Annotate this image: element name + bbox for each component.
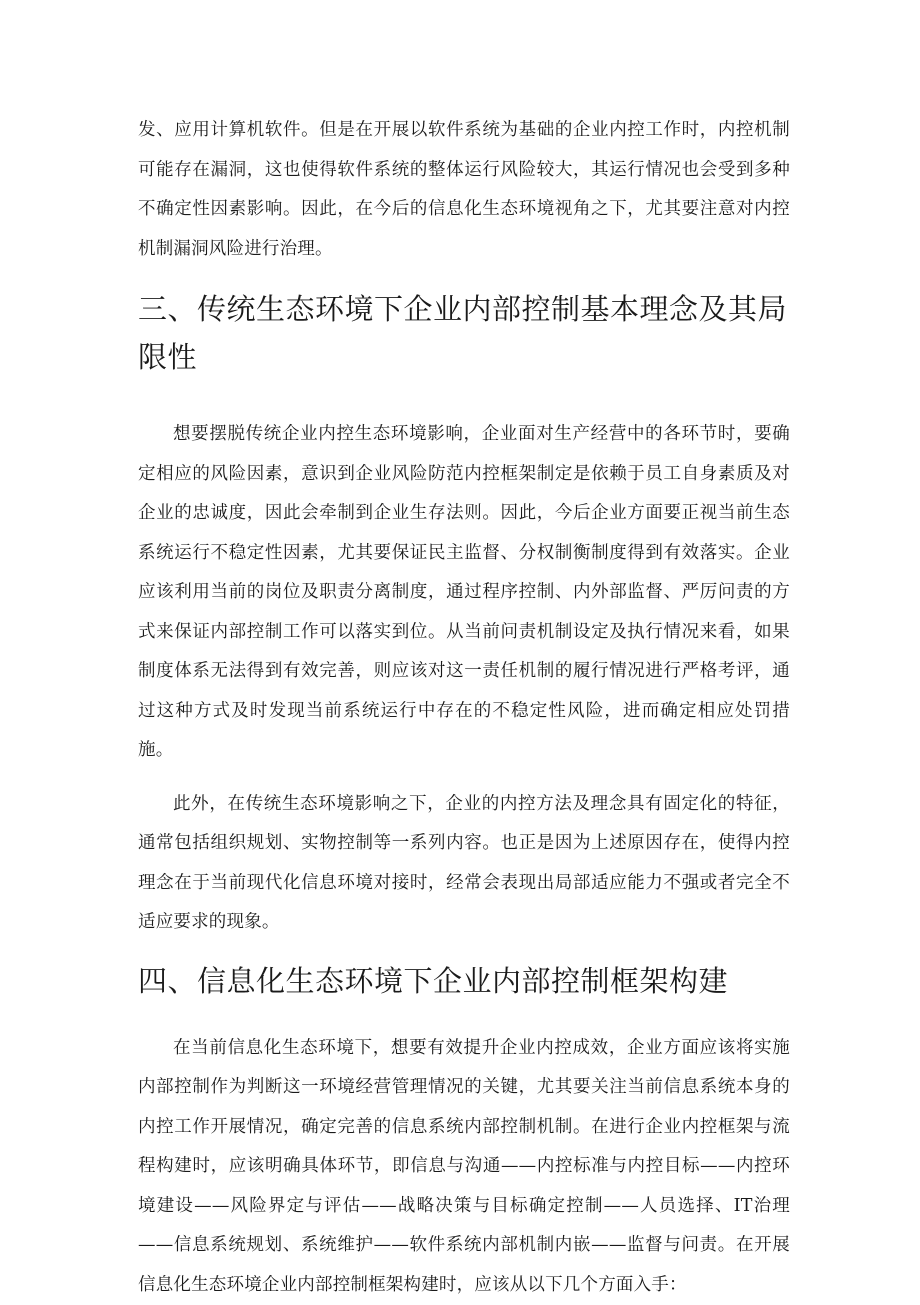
paragraph-section3-1: 想要摆脱传统企业内控生态环境影响，企业面对生产经营中的各环节时，要确定相应的风险因素，意识到企业风险防范内控框架制定是依赖于员工自身素质及对企业的忠诚度，因此会牵制到企业生存法则。因此，今后企业方面要正视当前生态系统运行不稳定性因素，尤其要保证民主监督、分权制衡制度得到有效落实。企业应该利用当前的岗位及职责分离制度，通过程序控制、内外部监督、严厉问责的方式来保证内部控制工作可以落实到位。从当前问责机制设定及执行情况来看，如果制度体系无法得到有效完善，则应该对这一责任机制的履行情况进行严格考评，通过这种方式及时发现当前系统运行中存在的不稳定性风险，进而确定相应处罚措施。 — [138, 415, 790, 771]
document-page — [138, 111, 790, 1305]
paragraph-section3-2: 此外，在传统生态环境影响之下，企业的内控方法及理念具有固定化的特征，通常包括组织规划、实物控制等一系列内容。也正是因为上述原因存在，使得内控理念在于当前现代化信息环境对接时，经常会表现出局部适应能力不强或者完全不适应要求的现象。 — [138, 785, 790, 943]
paragraph-intro: 发、应用计算机软件。但是在开展以软件系统为基础的企业内控工作时，内控机制可能存在漏洞，这也使得软件系统的整体运行风险较大，其运行情况也会受到多种不确定性因素影响。因此，在今后的信息化生态环境视角之下，尤其要注意对内控机制漏洞风险进行治理。 — [138, 111, 790, 269]
section-heading-4: 四、信息化生态环境下企业内部控制框架构建 — [138, 957, 790, 1005]
paragraph-section4-1: 在当前信息化生态环境下，想要有效提升企业内控成效，企业方面应该将实施内部控制作为判断这一环境经营管理情况的关键，尤其要关注当前信息系统本身的内控工作开展情况，确定完善的信息系统内部控制机制。在进行企业内控框架与流程构建时，应该明确具体环节，即信息与沟通——内控标准与内控目标——内控环境建设——风险界定与评估——战略决策与目标确定控制——人员选择、IT治理——信息系统规划、系统维护——软件系统内部机制内嵌——监督与问责。在开展信息化生态环境企业内部控制框架构建时，应该从以下几个方面入手： — [138, 1029, 790, 1305]
section-heading-3: 三、传统生态环境下企业内部控制基本理念及其局限性 — [138, 285, 790, 381]
